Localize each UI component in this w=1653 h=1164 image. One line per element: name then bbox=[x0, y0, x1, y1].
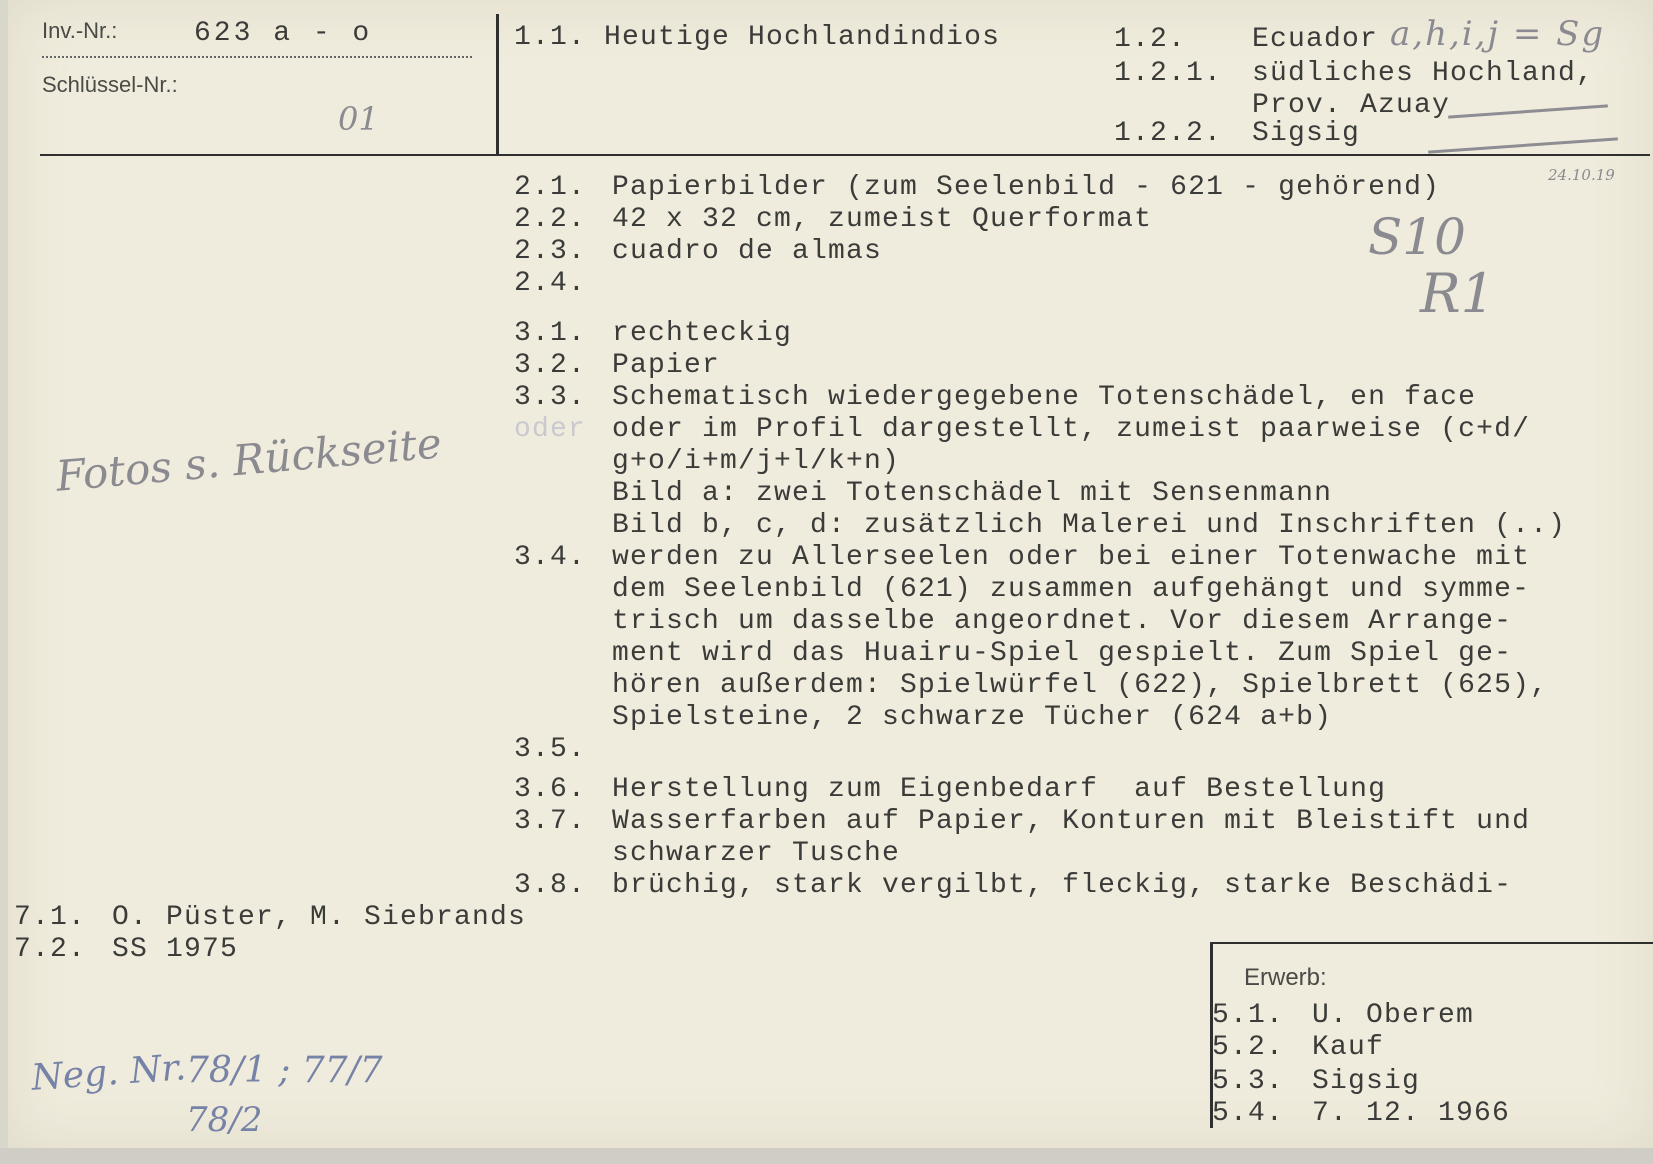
field-2-3-text: cuadro de almas bbox=[612, 236, 883, 267]
annotation-storage-shelf: S10 bbox=[1368, 208, 1466, 266]
neg-numbers-line2: 78/2 bbox=[186, 1100, 263, 1140]
field-3-4-num: 3.4. bbox=[514, 542, 587, 573]
field-3-3-text: Schematisch wiedergegebene Totenschädel, en face bbox=[612, 382, 1477, 413]
field-3-8-text: brüchig, stark vergilbt, fleckig, starke Beschädi- bbox=[612, 870, 1513, 901]
neg-label: Neg. Nr. bbox=[30, 1047, 188, 1099]
field-5-2-num: 5.2. bbox=[1212, 1032, 1285, 1063]
field-3-4-text-2: dem Seelenbild (621) zusammen aufgehängt und symme- bbox=[612, 574, 1531, 605]
field-2-2-num: 2.2. bbox=[514, 204, 587, 235]
field-7-2-num: 7.2. bbox=[14, 934, 87, 965]
field-5-3-num: 5.3. bbox=[1212, 1066, 1285, 1097]
field-3-5-num: 3.5. bbox=[514, 734, 587, 765]
acquisition-box-top-border bbox=[1210, 942, 1653, 944]
faint-margin-word: oder bbox=[514, 414, 587, 445]
inv-label: Inv.-Nr.: bbox=[42, 18, 118, 43]
index-card bbox=[8, 0, 1653, 1148]
inv-value: 623 a - o bbox=[194, 18, 373, 49]
handwritten-photo-note: Fotos s. Rückseite bbox=[54, 418, 444, 501]
field-5-1-text: U. Oberem bbox=[1312, 1000, 1475, 1031]
field-2-1-num: 2.1. bbox=[514, 172, 587, 203]
field-7-2-text: SS 1975 bbox=[112, 934, 239, 965]
field-1-2-2-text: Sigsig bbox=[1252, 118, 1361, 149]
field-3-3-text-4: Bild a: zwei Totenschädel mit Sensenmann bbox=[612, 478, 1333, 509]
field-7-1-text: O. Püster, M. Siebrands bbox=[112, 902, 527, 933]
annotation-storage-row: R1 bbox=[1420, 262, 1496, 325]
field-3-4-text-6: Spielsteine, 2 schwarze Tücher (624 a+b) bbox=[612, 702, 1333, 733]
field-5-1-num: 5.1. bbox=[1212, 1000, 1285, 1031]
field-5-3-text: Sigsig bbox=[1312, 1066, 1421, 1097]
acquisition-label: Erwerb: bbox=[1244, 964, 1327, 991]
field-3-4-text-5: hören außerdem: Spielwürfel (622), Spielbrett (625), bbox=[612, 670, 1549, 701]
field-3-3-text-3: g+o/i+m/j+l/k+n) bbox=[612, 446, 901, 477]
field-3-7-text-2: schwarzer Tusche bbox=[612, 838, 901, 869]
field-3-1-num: 3.1. bbox=[514, 318, 587, 349]
field-3-2-num: 3.2. bbox=[514, 350, 587, 381]
field-5-4-text: 7. 12. 1966 bbox=[1312, 1098, 1511, 1129]
annotation-country-code: a,h,i,j = Sg bbox=[1390, 14, 1606, 54]
field-3-8-num: 3.8. bbox=[514, 870, 587, 901]
neg-numbers-line1: 78/1 ; 77/7 bbox=[186, 1050, 383, 1091]
header-vertical-divider bbox=[496, 14, 499, 154]
field-2-1-text: Papierbilder (zum Seelenbild - 621 - gehörend) bbox=[612, 172, 1441, 203]
pencil-scribble-1 bbox=[1448, 104, 1608, 118]
scan-bottom-edge bbox=[0, 1148, 1653, 1164]
field-3-3-text-2: oder im Profil dargestellt, zumeist paarweise (c+d/ bbox=[612, 414, 1531, 445]
field-3-7-num: 3.7. bbox=[514, 806, 587, 837]
annotation-date: 24.10.19 bbox=[1548, 166, 1615, 184]
field-7-1-num: 7.1. bbox=[14, 902, 87, 933]
field-3-7-text: Wasserfarben auf Papier, Konturen mit Bleistift und bbox=[612, 806, 1531, 837]
field-1-1: 1.1. Heutige Hochlandindios bbox=[514, 22, 1001, 53]
field-1-2-text: Ecuador bbox=[1252, 24, 1379, 55]
field-1-2-1-num: 1.2.1. bbox=[1114, 58, 1223, 89]
field-2-4-num: 2.4. bbox=[514, 268, 587, 299]
field-3-4-text-3: trisch um dasselbe angeordnet. Vor diesem Arrange- bbox=[612, 606, 1513, 637]
inv-dotted-line bbox=[42, 56, 472, 58]
field-2-3-num: 2.3. bbox=[514, 236, 587, 267]
field-1-2-1-text: südliches Hochland, bbox=[1252, 58, 1595, 89]
field-1-2-num: 1.2. bbox=[1114, 24, 1187, 55]
field-3-3-num: 3.3. bbox=[514, 382, 587, 413]
field-3-6-num: 3.6. bbox=[514, 774, 587, 805]
header-horizontal-rule bbox=[40, 154, 1650, 156]
field-3-4-text-4: ment wird das Huairu-Spiel gespielt. Zum Spiel ge- bbox=[612, 638, 1513, 669]
field-1-2-2-num: 1.2.2. bbox=[1114, 118, 1223, 149]
field-3-4-text: werden zu Allerseelen oder bei einer Totenwache mit bbox=[612, 542, 1531, 573]
field-3-6-text: Herstellung zum Eigenbedarf auf Bestellung bbox=[612, 774, 1387, 805]
key-value-handwritten: 01 bbox=[338, 100, 379, 138]
field-3-1-text: rechteckig bbox=[612, 318, 793, 349]
field-2-2-text: 42 x 32 cm, zumeist Querformat bbox=[612, 204, 1153, 235]
key-label: Schlüssel-Nr.: bbox=[42, 72, 178, 97]
field-5-2-text: Kauf bbox=[1312, 1032, 1385, 1063]
field-5-4-num: 5.4. bbox=[1212, 1098, 1285, 1129]
pencil-scribble-2 bbox=[1428, 137, 1618, 153]
field-3-2-text: Papier bbox=[612, 350, 721, 381]
field-3-3-text-5: Bild b, c, d: zusätzlich Malerei und Inschriften (..) bbox=[612, 510, 1567, 541]
field-1-2-1-text-b: Prov. Azuay bbox=[1252, 90, 1451, 121]
